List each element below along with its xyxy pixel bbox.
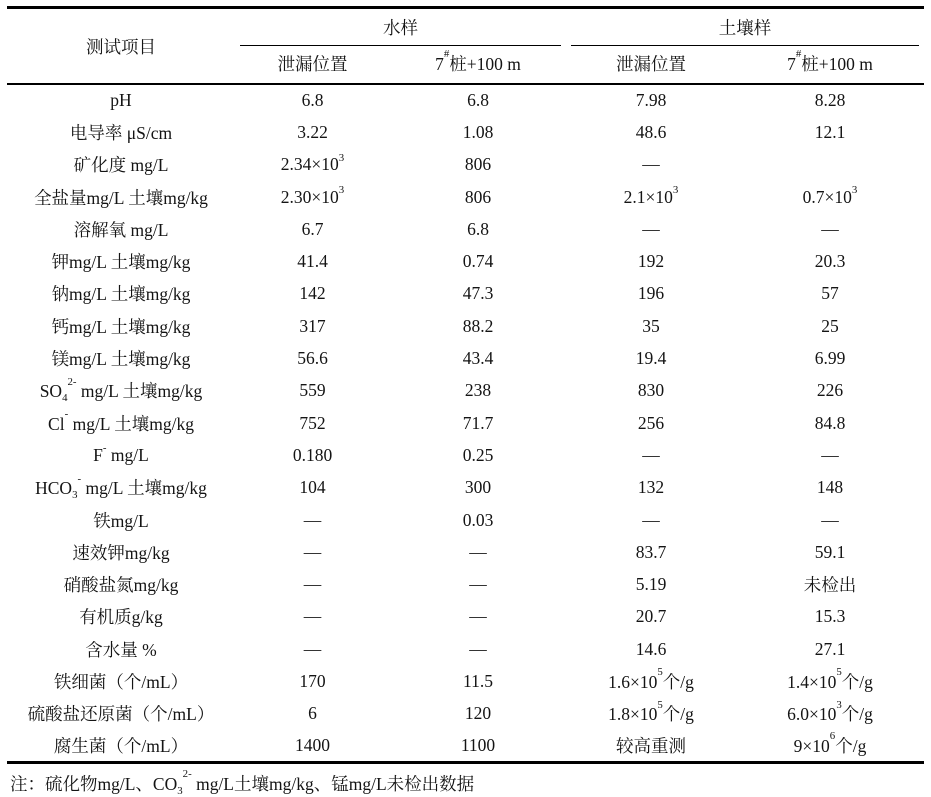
table-row [7,698,924,730]
cell-value: 56.6 [297,348,328,369]
row-label: 矿化度 mg/L [73,155,169,176]
cell-value: $1.4\times 10^5$个/g [787,666,873,692]
cell-value: 57 [821,283,839,304]
table-row [7,665,924,697]
cell-value: 20.7 [635,606,667,627]
row-label: F- mg/L [93,442,149,465]
cell-value: 6.8 [467,90,489,111]
cell-value: 1100 [460,734,496,755]
row-label: 有机质g/kg [79,607,163,628]
table-row [7,375,924,407]
cell-value: 88.2 [462,315,494,336]
table-row [7,407,924,439]
cell-value: 6.8 [467,218,489,239]
table-row [7,149,924,181]
cell-value: — [469,541,487,562]
cell-value: 192 [637,251,665,272]
cell-value: 较高重测 [616,735,686,756]
cell-value: 27.1 [814,638,846,659]
row-label: 铁细菌（个/mL） [53,671,189,692]
cell-value: $2.34\times 10^3$ [280,151,345,175]
row-label: Cl- mg/L 土壤mg/kg [48,407,194,434]
cell-value: 559 [299,380,326,401]
cell-value: 238 [464,380,492,401]
table-row [7,245,924,277]
cell-value: 25 [821,315,839,336]
cell-value: 59.1 [814,541,846,562]
cell-value: 148 [816,477,844,498]
cell-value: 20.3 [814,251,846,272]
cell-value: 0.180 [292,444,333,465]
header-soil-pile7-100m: 7#桩+100 m [736,46,924,84]
cell-value: $2.30\times 10^3$ [280,183,345,207]
cell-value: 120 [464,703,492,724]
cell-value: 6 [308,703,317,724]
cell-value: — [469,638,487,659]
table-row [7,213,924,245]
cell-value: 830 [637,380,665,401]
cell-value: 12.1 [814,121,846,142]
table-row [7,730,924,762]
row-label: 铁mg/L [93,510,149,531]
table-footnote: 注：硫化物mg/L、$CO_3^{2-}$ mg/L土壤mg/kg、锰mg/L未检出数据 [10,768,475,797]
row-label: 硫酸盐还原菌（个/mL） [27,704,215,725]
cell-value: 196 [637,283,665,304]
row-label: $HCO_3^-$ mg/L 土壤mg/kg [35,472,207,502]
cell-value: — [642,154,660,175]
cell-value: 15.3 [814,606,846,627]
row-label: 钾mg/L 土壤mg/kg [51,252,191,273]
cell-value: — [642,444,660,465]
row-label: 腐生菌（个/mL） [53,735,189,756]
table-row [7,536,924,568]
cell-value: 806 [464,186,492,207]
cell-value: $0.7\times 10^3$ [802,183,858,207]
header-group-soil [566,8,924,47]
header-test-item: 测试项目 [7,8,235,85]
row-label: 钠mg/L 土壤mg/kg [51,284,191,305]
cell-value: 132 [637,477,665,498]
cell-value: — [821,444,839,465]
cell-value: — [642,509,660,530]
table-row [7,568,924,600]
measurement-table [7,6,924,764]
cell-value: — [303,574,322,595]
group-water-label: 水样 [240,9,561,46]
cell-value: 3.22 [297,121,328,142]
group-soil-label: 土壤样 [571,9,919,46]
header-water-pile7-100m: 7#桩+100 m [390,46,566,84]
cell-value: 0.03 [462,509,494,530]
table-row [7,472,924,504]
table-body [7,84,924,762]
cell-value: 11.5 [463,670,493,691]
row-label: 含水量 % [85,639,157,660]
row-label: 全盐量mg/L 土壤mg/kg [34,187,208,208]
table-row [7,504,924,536]
table-row [7,601,924,633]
cell-value [736,149,924,181]
cell-value: — [821,509,839,530]
cell-value: 19.4 [635,348,667,369]
group-header-row [7,8,924,47]
cell-value: 未检出 [803,575,857,596]
cell-value: 104 [299,477,326,498]
row-label: 镁mg/L 土壤mg/kg [51,349,191,370]
cell-value: 48.6 [635,121,667,142]
cell-value: 35 [642,315,660,336]
table-row [7,181,924,213]
cell-value: — [303,606,322,627]
cell-value: — [303,638,322,659]
cell-value: 1400 [295,734,330,755]
row-label: 钙mg/L 土壤mg/kg [51,316,191,337]
row-label: 溶解氧 mg/L [73,219,169,240]
header-group-water [235,8,566,47]
cell-value: 1.08 [462,121,494,142]
cell-value: 8.28 [814,90,846,111]
table-header [7,8,924,85]
table-row [7,84,924,116]
cell-value: — [469,606,487,627]
table-row [7,633,924,665]
row-label: $SO_4^{2-}$ mg/L 土壤mg/kg [39,375,203,405]
table-row [7,439,924,471]
cell-value: $1.6\times 10^5$个/g [608,666,694,692]
cell-value: 0.25 [462,444,494,465]
cell-value: 43.4 [462,348,494,369]
cell-value: $2.1\times 10^3$ [623,183,679,207]
row-label: 电导率 μS/cm [69,122,173,143]
cell-value: 170 [299,670,326,691]
cell-value: 226 [816,380,844,401]
cell-value: 14.6 [635,638,667,659]
row-label: 硝酸盐氮mg/kg [63,575,179,596]
cell-value: 6.8 [301,90,324,111]
row-label: pH [110,90,132,111]
cell-value: — [303,541,322,562]
cell-value: 7.98 [635,90,667,111]
cell-value: 256 [637,412,665,433]
cell-value: 0.74 [462,251,494,272]
cell-value: 806 [464,154,492,175]
table-row [7,342,924,374]
cell-value: — [303,509,322,530]
cell-value: 300 [464,477,492,498]
cell-value: 6.99 [814,348,846,369]
cell-value: 5.19 [635,574,667,595]
cell-value: $6.0\times 10^3$个/g [787,698,873,725]
row-label: 速效钾mg/kg [72,542,170,563]
cell-value: 84.8 [814,412,846,433]
cell-value: 47.3 [462,283,494,304]
cell-value: 142 [299,283,326,304]
table-row [7,116,924,148]
cell-value: 317 [299,315,326,336]
cell-value: — [469,574,487,595]
cell-value: 41.4 [297,251,328,272]
cell-value: $9\times 10^6$个/g [793,730,867,756]
cell-value: 752 [299,412,326,433]
table-row [7,310,924,342]
cell-value: 6.7 [301,218,324,239]
cell-value: — [642,218,660,239]
cell-value: $1.8\times 10^5$个/g [608,698,694,725]
cell-value: 71.7 [462,412,494,433]
cell-value: — [821,218,839,239]
table-row [7,278,924,310]
header-water-leak-position: 泄漏位置 [235,46,390,84]
cell-value: 83.7 [635,541,667,562]
header-soil-leak-position: 泄漏位置 [566,46,736,84]
